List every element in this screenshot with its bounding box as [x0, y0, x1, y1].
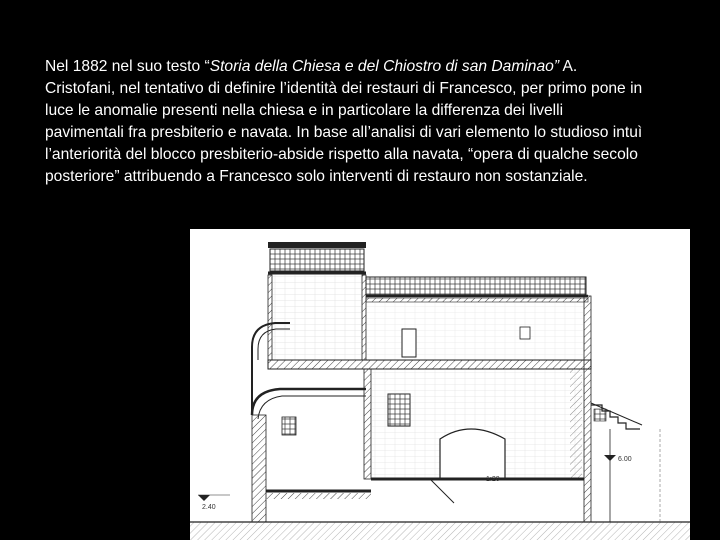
scale-label: 1:20 — [486, 476, 500, 483]
apse-vault — [252, 389, 366, 522]
body-text — [45, 56, 645, 188]
book-title: Storia della Chiesa e del Chiostro di san Daminao” — [209, 57, 560, 75]
text-part-1: Nel 1882 nel suo testo “ — [45, 57, 210, 75]
nave-lower — [371, 369, 584, 479]
partition-wall — [364, 369, 371, 479]
upper-room — [366, 302, 584, 362]
floor-slab — [268, 360, 591, 369]
nave-roof — [366, 277, 588, 302]
tower-walls — [268, 275, 366, 360]
level-label-top: 6.00 — [618, 456, 632, 463]
architectural-section-drawing — [190, 229, 690, 540]
right-wall — [584, 296, 591, 522]
tower-roof — [268, 242, 366, 273]
text-part-2: A. Cristofani, nel tentativo di definire l’identità dei restauri di Francesco, per primo pone in luce le anomalie presenti nella chiesa e in particolare la differenza dei livelli pavimentali fra presbiterio e navata. In base all’analisi di vari elemento lo studioso intuì l’anteriorità del blocco presbiterio-abside rispetto alla navata, “opera di qualche secolo posteriore” attribuendo a Francesco solo interventi di restauro non sostanziale. — [45, 57, 643, 185]
level-label-bottom: 2.40 — [202, 504, 216, 511]
